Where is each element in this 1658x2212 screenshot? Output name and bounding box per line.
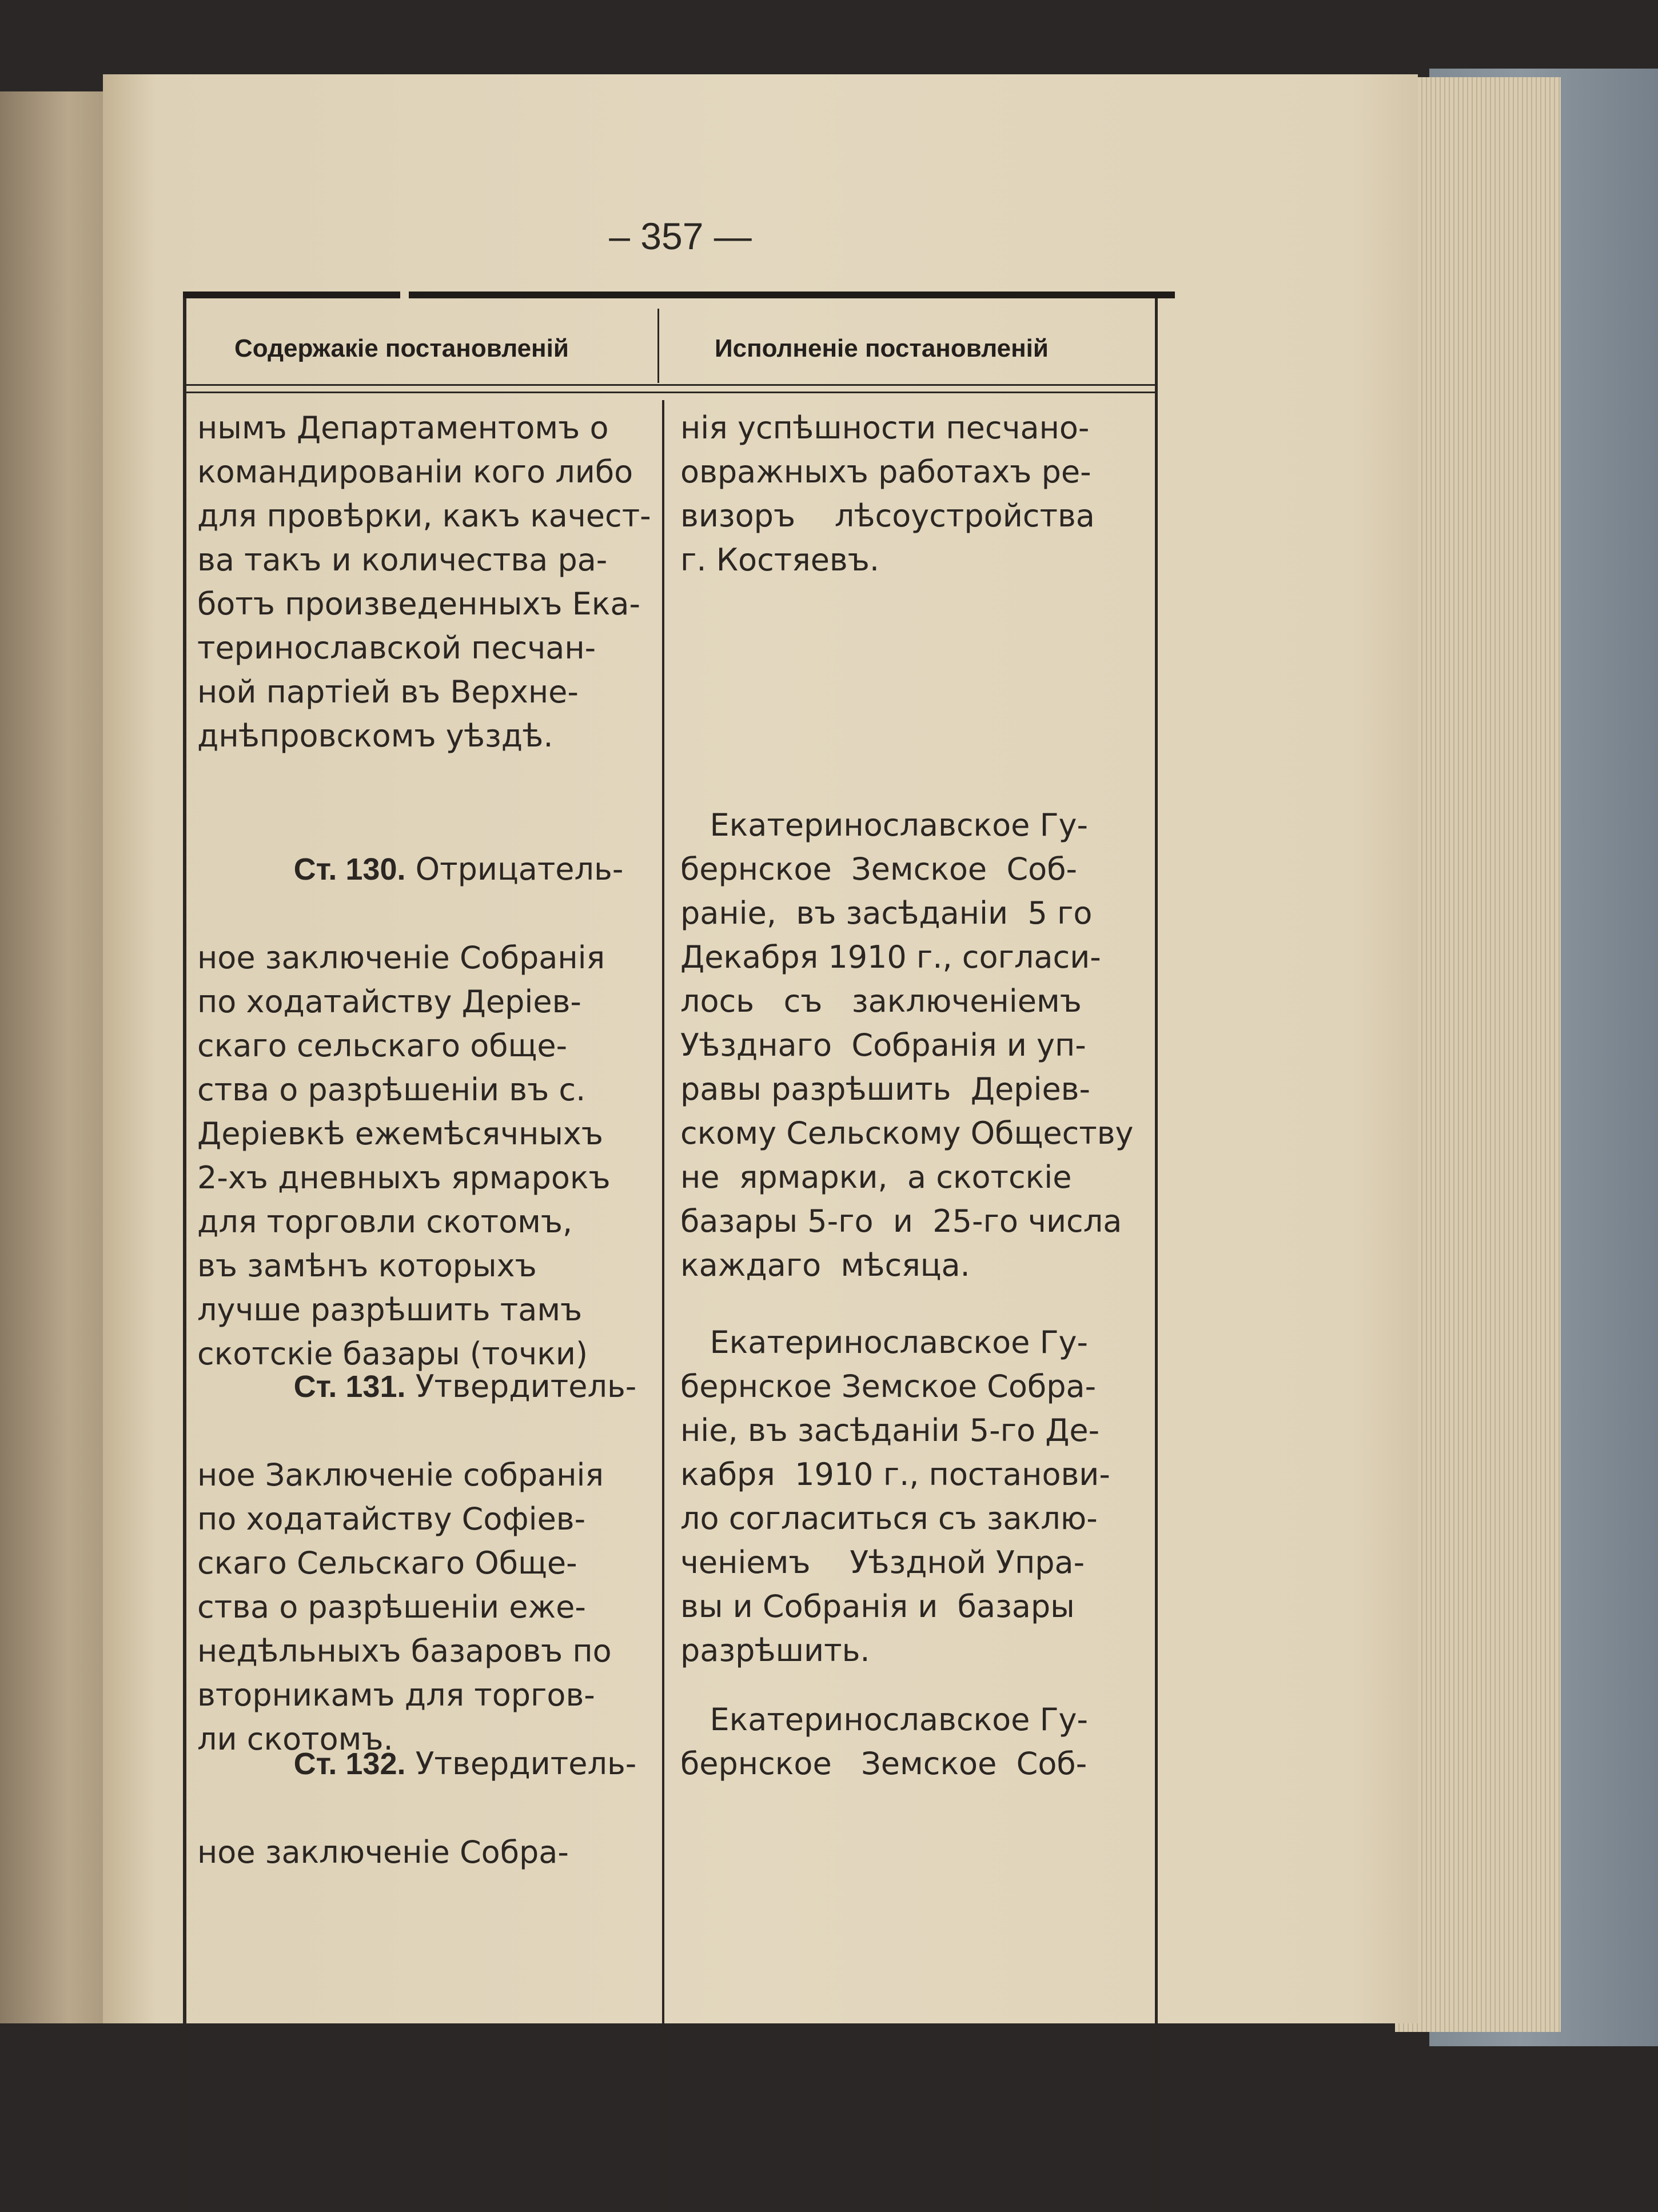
right-block-1 xyxy=(680,406,1143,582)
text-line: теринославской песчан- xyxy=(197,630,596,666)
left-block-1 xyxy=(197,406,649,758)
text-line: не ярмарки, а скотскіе xyxy=(680,1159,1072,1195)
page-stack-edges xyxy=(1395,77,1561,2032)
text-line: скаго Сельскаго Обще- xyxy=(197,1545,577,1581)
text-line: Утвердитель- xyxy=(405,1746,637,1782)
text-line: вторникамъ для торгов- xyxy=(197,1677,595,1713)
column-divider xyxy=(662,400,664,2212)
text-line: Уѣзднаго Собранія и уп- xyxy=(680,1027,1086,1063)
text-line: раніе, въ засѣданіи 5 го xyxy=(680,895,1093,931)
text-line: ботъ произведенныхъ Ека- xyxy=(197,586,640,622)
text-line: ченіемъ Уѣздной Упра- xyxy=(680,1544,1085,1580)
text-line: скаго сельскаго обще- xyxy=(197,1028,568,1064)
text-line: Деріевкѣ ежемѣсячныхъ xyxy=(197,1116,604,1152)
right-block-3 xyxy=(680,1320,1143,1672)
article-130 xyxy=(197,803,649,1376)
article-first-line xyxy=(197,1320,649,1453)
top-rule-left xyxy=(183,292,400,298)
text-line: ва такъ и количества ра- xyxy=(197,542,608,578)
top-rule-right xyxy=(409,292,1175,298)
text-line: скому Сельскому Обществу xyxy=(680,1115,1134,1151)
text-line: ной партіей въ Верхне- xyxy=(197,674,579,710)
article-label: Ст. 131. xyxy=(293,1369,406,1404)
header-rule-bottom xyxy=(183,392,1155,393)
text-line: 2-хъ дневныхъ ярмарокъ xyxy=(197,1160,611,1196)
text-line: бернское Земское Соб- xyxy=(680,851,1078,887)
header-divider xyxy=(657,309,659,383)
text-line: для торговли скотомъ, xyxy=(197,1204,573,1240)
text-line: Екатеринославское Гу- xyxy=(680,1702,1088,1738)
article-first-line xyxy=(197,1698,649,1830)
text-line: каждаго мѣсяца. xyxy=(680,1247,970,1283)
text-line: ніе, въ засѣданіи 5-го Де- xyxy=(680,1412,1100,1448)
article-label: Ст. 132. xyxy=(293,1747,406,1781)
text-line: ное заключеніе Собранія xyxy=(197,940,605,976)
text-line: Екатеринославское Гу- xyxy=(680,807,1088,843)
text-line: ное заключеніе Собра- xyxy=(197,1834,569,1870)
text-line: ное Заключеніе собранія xyxy=(197,1457,604,1493)
text-line: днѣпровскомъ уѣздѣ. xyxy=(197,718,553,754)
table-header xyxy=(189,320,1155,377)
text-line: г. Костяевъ. xyxy=(680,542,880,578)
text-line: для провѣрки, какъ качест- xyxy=(197,498,651,534)
table-border-left xyxy=(183,298,186,2212)
text-line: Екатеринославское Гу- xyxy=(680,1324,1088,1360)
text-line: ли скотомъ. xyxy=(197,1721,393,1757)
header-left: Содержакіе постановленій xyxy=(234,334,569,362)
left-column xyxy=(197,406,649,758)
text-line: по ходатайству Деріев- xyxy=(197,984,581,1020)
text-line: визоръ лѣсоустройства xyxy=(680,498,1095,534)
text-line: Декабря 1910 г., согласи- xyxy=(680,939,1101,975)
text-line: вы и Собранія и базары xyxy=(680,1588,1075,1624)
article-132 xyxy=(197,1698,649,1874)
text-line: Отрицатель- xyxy=(405,851,624,887)
article-131 xyxy=(197,1320,649,1761)
text-line: командированіи кого либо xyxy=(197,454,633,490)
text-line: овражныхъ работахъ ре- xyxy=(680,454,1091,490)
text-line: ства о разрѣшеніи въ с. xyxy=(197,1072,586,1108)
right-block-4 xyxy=(680,1698,1143,1786)
text-line: скотскіе базары (точки) xyxy=(197,1336,588,1372)
text-line: Утвердитель- xyxy=(405,1368,637,1404)
text-line: базары 5-го и 25-го числа xyxy=(680,1203,1122,1239)
article-label: Ст. 130. xyxy=(293,852,406,887)
text-line: ства о разрѣшеніи еже- xyxy=(197,1589,586,1625)
text-line: по ходатайству Софіев- xyxy=(197,1501,586,1537)
text-line: ло согласиться съ заклю- xyxy=(680,1500,1098,1536)
text-line: лучше разрѣшить тамъ xyxy=(197,1292,583,1328)
text-line: бернское Земское Собра- xyxy=(680,1368,1097,1404)
text-line: лось съ заключеніемъ xyxy=(680,983,1082,1019)
text-line: разрѣшить. xyxy=(680,1632,870,1668)
right-block-2 xyxy=(680,803,1143,1287)
facing-page-edge xyxy=(0,91,114,2023)
text-line: нія успѣшности песчано- xyxy=(680,410,1090,446)
text-line: кабря 1910 г., постанови- xyxy=(680,1456,1110,1492)
text-line: нымъ Департаментомъ о xyxy=(197,410,609,446)
text-line: бернское Земское Соб- xyxy=(680,1746,1087,1782)
header-right: Исполненіе постановленій xyxy=(715,334,1049,362)
text-line: въ замѣнъ которыхъ xyxy=(197,1248,537,1284)
page-number: – 357 — xyxy=(609,215,752,257)
header-rule-top xyxy=(183,384,1155,386)
table-border-right xyxy=(1155,298,1158,2212)
text-line: равы разрѣшить Деріев- xyxy=(680,1071,1090,1107)
article-first-line xyxy=(197,803,649,936)
text-line: недѣльныхъ базаровъ по xyxy=(197,1633,612,1669)
